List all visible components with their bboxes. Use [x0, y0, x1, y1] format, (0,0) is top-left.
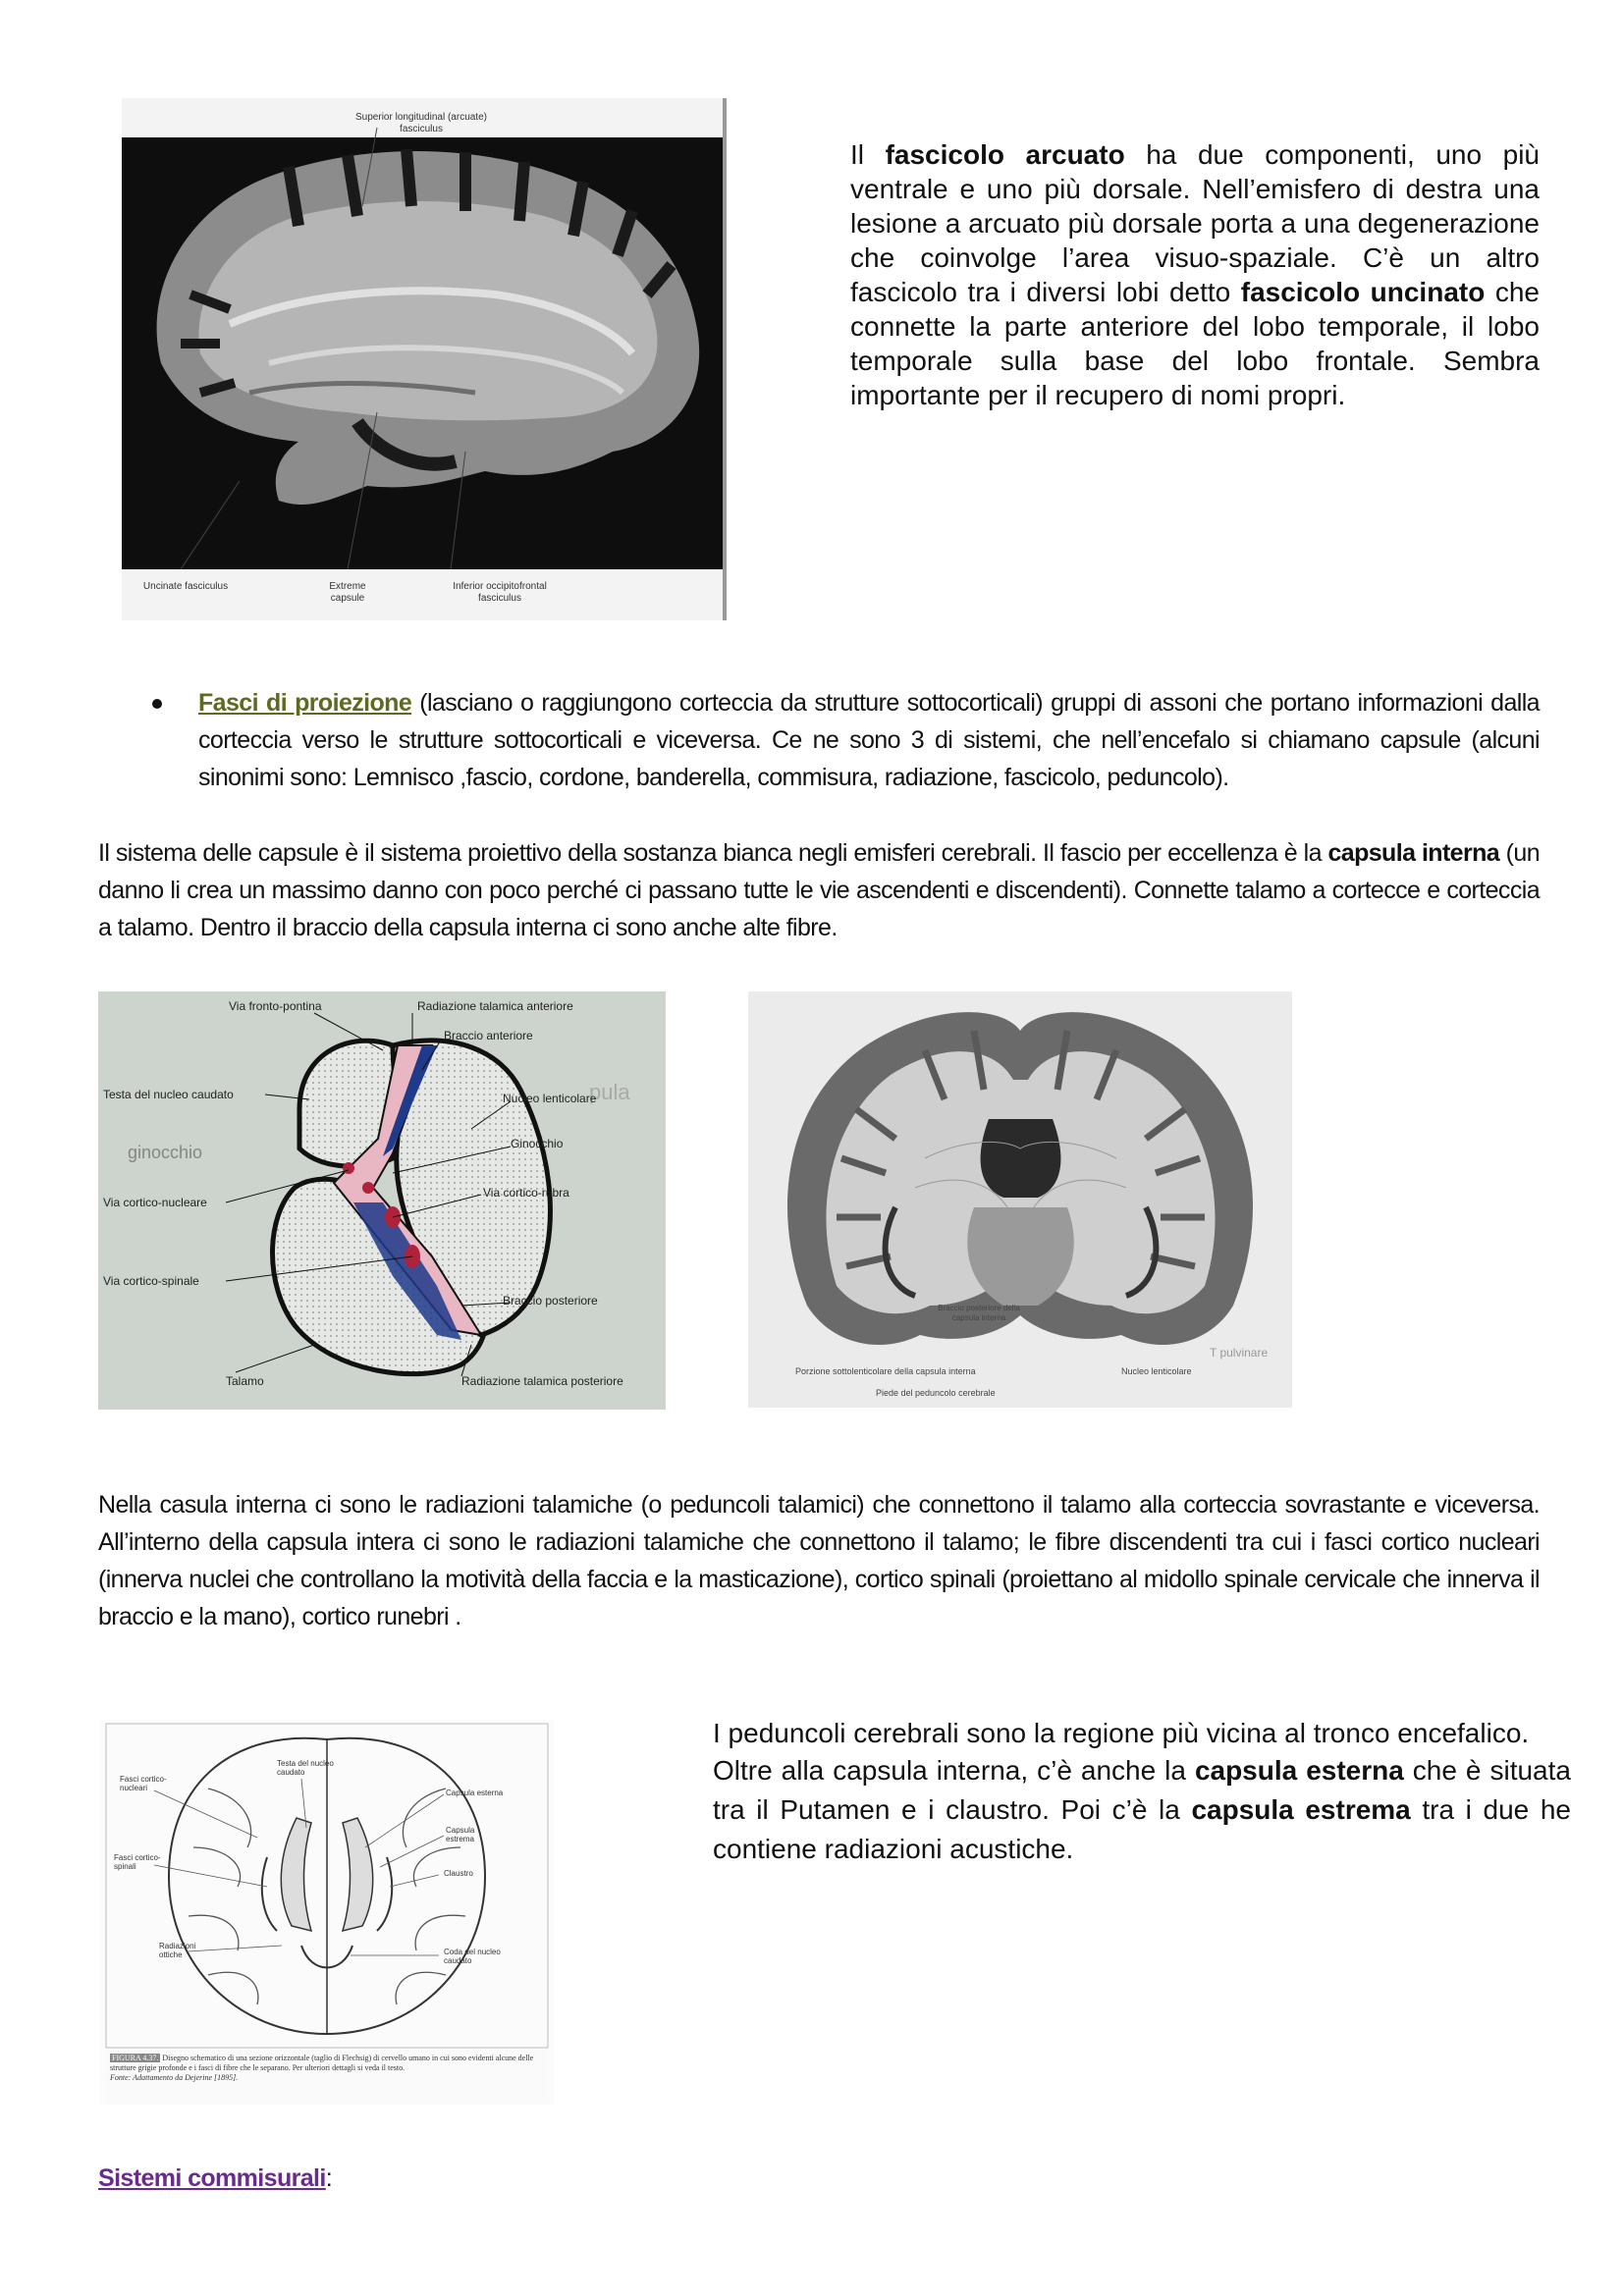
footer-colon: :: [325, 2164, 333, 2192]
figure-horizontal-section: [100, 1720, 554, 2105]
label-braccio-posteriore-capsula: Braccio posteriore della capsula interna: [938, 1304, 1020, 1322]
p4-text-2: che è situata tra il Putamen e i claustro. Poi c’è la: [713, 1755, 1571, 1825]
p4-body: [713, 1751, 1571, 1869]
p1-text-2: ha due componenti, uno più ventrale e uno più dorsale. Nell’emisfero di destra una lesione a arcuato più dorsale porta a una degenerazione che coinvolge l’area visuo-spaziale. C’è un altro fascicolo tra i diversi lobi detto: [850, 139, 1540, 307]
label-radiazioni-ottiche: Radiazioni ottiche: [159, 1942, 196, 1959]
p4-bold-capsula-estrema: capsula estrema: [1191, 1794, 1411, 1825]
label-capsula-esterna: Capsula esterna: [446, 1789, 504, 1797]
label-uncinate-fasciculus: Uncinate fasciculus: [142, 581, 229, 592]
p4-text-1: Oltre alla capsula interna, c’è anche la: [713, 1755, 1195, 1786]
label-capsula-estrema: Capsula estrema: [446, 1826, 475, 1843]
p3-text: Nella casula interna ci sono le radiazioni talamiche (o peduncoli talamici) che connettono il talamo alla corteccia sovrastante e viceversa. All’interno della capsula intera ci sono le radiazioni talamiche che connettono il talamo; le fibre discendenti tra cui i fasci cortico nucleari (innerva nuclei che controllano la motività della faccia e la masticazione), cortico spinali (proiettano al midollo spinale cervicale che innerva il braccio e la mano), cortico runebri .: [98, 1491, 1540, 1630]
svg-text:pula: pula: [589, 1080, 630, 1104]
paragraph-capsule: [98, 834, 1540, 946]
label-via-cortico-rubra: Via cortico-rubra: [483, 1186, 569, 1200]
figure-coronal-section: [748, 991, 1292, 1408]
svg-text:ginocchio: ginocchio: [128, 1143, 203, 1162]
paragraph-fascicolo-arcuato: [850, 137, 1540, 412]
caption-source: Fonte: Adattamento da Dejerine [1895].: [110, 2073, 239, 2082]
label-coda-nucleo: Coda del nucleo caudato: [444, 1948, 501, 1965]
paragraph-casula-interna: [98, 1486, 1540, 1635]
link-sistemi-commisurali[interactable]: Sistemi commisurali: [98, 2164, 326, 2192]
caption-text: Disegno schematico di una sezione orizzontale (taglio di Flechsig) di cervello umano in cui sono evidenti alcune delle strutture grigie profonde e i fasci di fibre che le separano. Per ulteriori dettagli si veda il testo.: [110, 2054, 534, 2072]
p1-bold-arcuato: fascicolo arcuato: [885, 139, 1125, 170]
section-sistemi-commisurali: [98, 2160, 332, 2197]
p4-text-3: tra i due he contiene radiazioni acustiche.: [713, 1794, 1572, 1864]
label-braccio-anteriore: Braccio anteriore: [444, 1029, 533, 1042]
label-fasci-cortico-nucleari: Fasci cortico-nucleari: [120, 1775, 167, 1792]
coronal-section-image: [748, 991, 1292, 1408]
figure-4-caption: [110, 2054, 542, 2083]
label-inferior-occipitofrontal: Inferior occipitofrontal fasciculus: [453, 581, 547, 604]
label-piede-peduncolo: Piede del peduncolo cerebrale: [876, 1388, 996, 1398]
label-talamo: Talamo: [226, 1374, 264, 1388]
label-extreme-capsule: Extreme capsule: [329, 581, 366, 604]
label-braccio-posteriore: Braccio posteriore: [503, 1294, 598, 1308]
p2-bold-capsula-interna: capsula interna: [1327, 839, 1500, 867]
p1-text-1: Il: [850, 139, 886, 170]
label-via-cortico-nucleare: Via cortico-nucleare: [103, 1196, 207, 1209]
p1-bold-uncinato: fascicolo uncinato: [1240, 277, 1486, 307]
label-radiazione-anteriore: Radiazione talamica anteriore: [417, 999, 573, 1013]
label-superior-longitudinal: Superior longitudinal (arcuate) fasciculus: [355, 112, 487, 134]
bullet-text: (lasciano o raggiungono corteccia da strutture sottocorticali) gruppi di assoni che portano informazioni dalla corteccia verso le strutture sottocorticali e viceversa. Ce ne sono 3 di sistemi, che nell’encefalo si chiamano capsule (alcuni sinonimi sono: Lemnisco ,fascio, cordone, banderella, commisura, radiazione, fascicolo, peduncolo).: [198, 689, 1540, 791]
label-testa-nucleo-caudato: Testa del nucleo caudato: [103, 1088, 234, 1101]
p2-text-1: Il sistema delle capsule è il sistema proiettivo della sostanza bianca negli emisferi cerebrali. Il fascio per eccellenza è la: [98, 839, 1328, 867]
label-testa-nucleo-fig4: Testa del nucleo caudato: [277, 1759, 334, 1777]
p1-text-3: che connette la parte anteriore del lobo temporale, il lobo temporale sulla base del lobo frontale. Sembra importante per il recupero di nomi propri.: [850, 277, 1540, 410]
fasciculi-photo-image: [122, 98, 727, 620]
label-nucleo-lenticolare: Nucleo lenticolare: [503, 1092, 597, 1105]
label-radiazione-posteriore: Radiazione talamica posteriore: [461, 1374, 623, 1388]
label-via-fronto-pontina: Via fronto-pontina: [229, 999, 322, 1013]
figure-capsula-interna-schema: [98, 991, 666, 1410]
p4-line1: I peduncoli cerebrali sono la regione più vicina al tronco encefalico.: [713, 1718, 1530, 1748]
caption-number: FIGURA 4.37.: [112, 2054, 159, 2062]
p4-bold-capsula-esterna: capsula esterna: [1194, 1755, 1404, 1786]
label-nucleo-lenticolare-fig3: Nucleo lenticolare: [1121, 1366, 1192, 1376]
svg-text:T pulvinare: T pulvinare: [1210, 1346, 1269, 1360]
label-via-cortico-spinale: Via cortico-spinale: [103, 1274, 199, 1288]
link-fasci-di-proiezione[interactable]: Fasci di proiezione: [198, 689, 412, 717]
figure-fasciculi-photo: [122, 98, 727, 620]
bullet-fasci-proiezione: [198, 684, 1540, 796]
bullet-marker: [152, 699, 162, 709]
label-claustro: Claustro: [444, 1869, 473, 1878]
paragraph-peduncoli-cerebrali: [713, 1716, 1571, 1869]
label-fasci-cortico-spinali: Fasci cortico-spinali: [114, 1853, 161, 1871]
p2-text-2: (un danno li crea un massimo danno con poco perché ci passano tutte le vie ascendenti e discendenti). Connette talamo a cortecce e corteccia a talamo. Dentro il braccio della capsula interna ci sono anche alte fibre.: [98, 839, 1540, 941]
label-porzione-sottolenticolare: Porzione sottolenticolare della capsula interna: [795, 1366, 976, 1376]
label-ginocchio: Ginocchio: [511, 1137, 564, 1150]
